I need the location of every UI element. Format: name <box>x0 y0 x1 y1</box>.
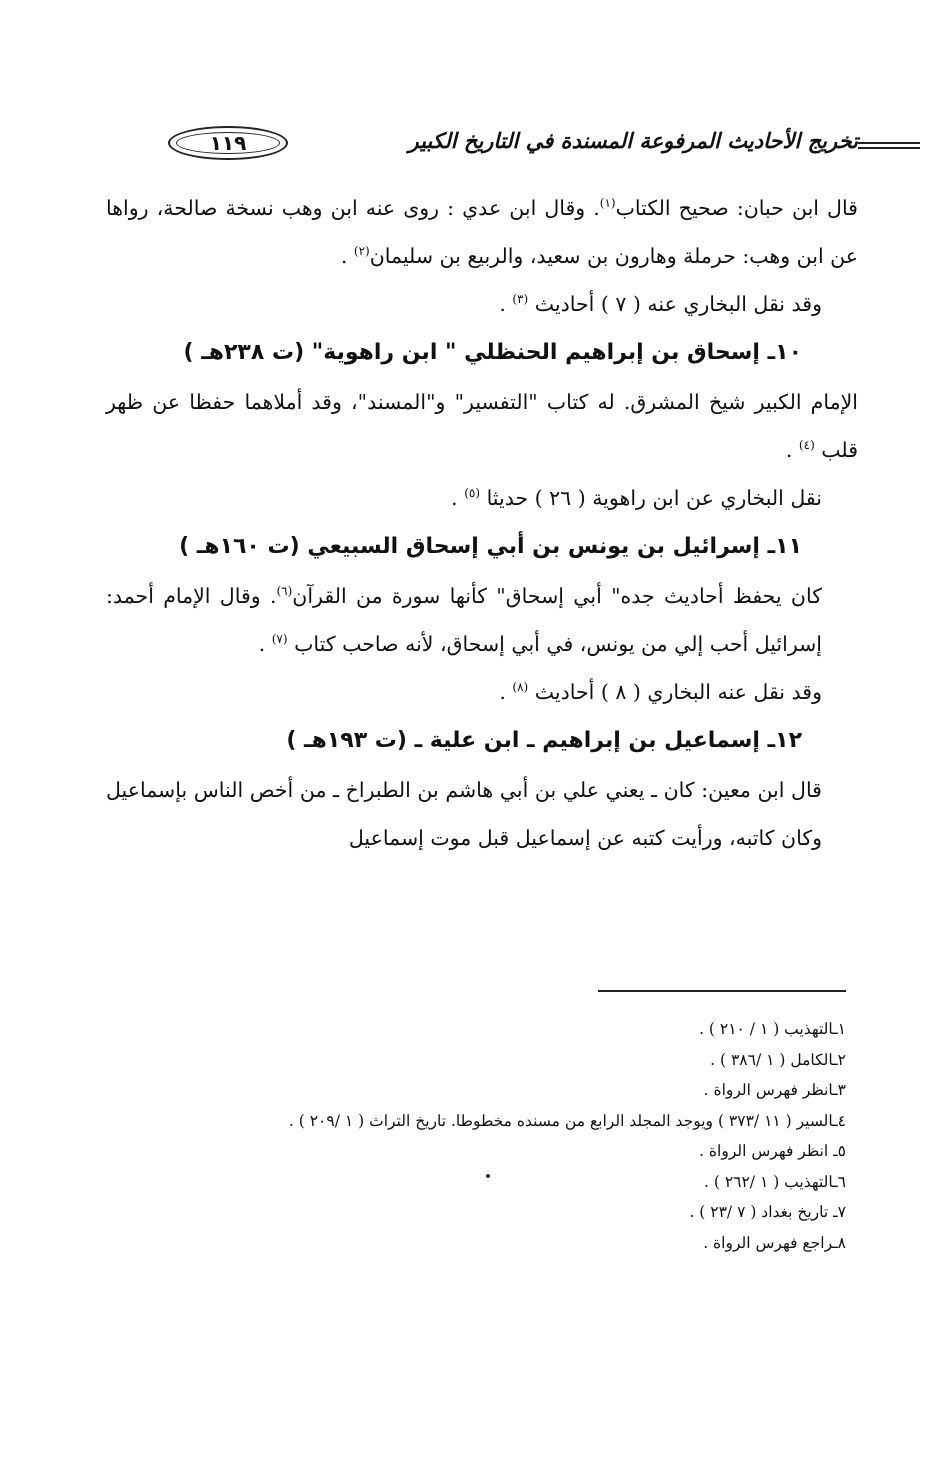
paragraph: كان يحفظ أحاديث جده" أبي إسحاق" كأنها سورة من القرآن$^{(٦)}$. وقال الإمام أحمد: إسرائيل أحب إلي من يونس، في أبي إسحاق، لأنه صاحب كتاب $^{(٧)}$ . <box>106 584 822 656</box>
paragraph: الإمام الكبير شيخ المشرق. له كتاب "التفسير" و"المسند"، وقد أملاهما حفظا عن ظهر قلب $^{(٤)}$ . <box>106 390 858 462</box>
footnote: ٣ـانظر فهرس الرواة . <box>703 1081 846 1099</box>
running-title: تخريج الأحاديث المرفوعة المسندة في التاريخ الكبير <box>408 128 858 153</box>
paragraph: نقل البخاري عن ابن راهوية ( ٢٦ ) حديثا $^{(٥)}$ . <box>451 486 822 510</box>
footnote-ref: (١) <box>599 196 616 211</box>
stray-mark <box>486 1174 490 1178</box>
footnote: ١ـالتهذيب ( ١ / ٢١٠ ) . <box>699 1020 846 1038</box>
paragraph: قال ابن حبان: صحيح الكتاب$^{(١)}$. وقال ابن عدي : روى عنه ابن وهب نسخة صالحة، رواها عن ابن وهب: حرملة وهارون بن سعيد، والربيع بن سليمان$^{(٢)}$ . <box>106 196 858 268</box>
section-heading: ١٢ـ إسماعيل بن إبراهيم ـ ابن علية ـ (ت ١٩٣هـ ) <box>286 728 802 753</box>
main-text <box>106 184 858 862</box>
footnote: ٦ـالتهذيب ( ١ /٢٦٢ ) . <box>703 1172 846 1191</box>
paragraph: وقد نقل البخاري عنه ( ٧ ) أحاديث $^{(٣)}$ . <box>499 292 822 316</box>
footnote-ref: (٣) <box>512 292 529 307</box>
page-number: ١١٩ <box>209 131 247 155</box>
footnote-ref: (٨) <box>512 680 529 695</box>
footnote-ref: (٥) <box>464 486 481 501</box>
footnote-ref: (٦) <box>276 584 293 599</box>
footnote: ٤ـالسير ( ١١ /٣٧٣ ) ويوجد المجلد الرابع من مسنده مخطوطا. تاريخ التراث ( ١ /٢٠٩ ) . <box>288 1111 846 1130</box>
paragraph: قال ابن معين: كان ـ يعني علي بن أبي هاشم بن الطبراخ ـ من أخص الناس بإسماعيل وكان كاتبه، ورأيت كتبه عن إسماعيل قبل موت إسماعيل <box>106 778 822 850</box>
footnote-ref: (٢) <box>353 244 370 259</box>
page-number-badge <box>168 126 288 160</box>
footnote-ref: (٧) <box>271 632 288 647</box>
footnote: ٢ـالكامل ( ١ /٣٨٦ ) . <box>710 1050 846 1069</box>
section-heading: ١٠ـ إسحاق بن إبراهيم الحنظلي " ابن راهوية" (ت ٢٣٨هـ ) <box>183 340 802 365</box>
footnotes <box>126 1014 846 1258</box>
section-heading: ١١ـ إسرائيل بن يونس بن أبي إسحاق السبيعي (ت ١٦٠هـ ) <box>179 534 802 559</box>
footnote-separator <box>598 990 846 992</box>
footnote: ٨ـراجع فهرس الرواة . <box>703 1233 846 1252</box>
paragraph: وقد نقل عنه البخاري ( ٨ ) أحاديث $^{(٨)}$ . <box>499 680 822 704</box>
footnote: ٥ـ انظر فهرس الرواة . <box>699 1142 846 1160</box>
page-header <box>110 122 858 172</box>
footnote: ٧ـ تاريخ بغداد ( ٧ /٢٣ ) . <box>689 1203 846 1221</box>
footnote-ref: (٤) <box>798 438 815 453</box>
